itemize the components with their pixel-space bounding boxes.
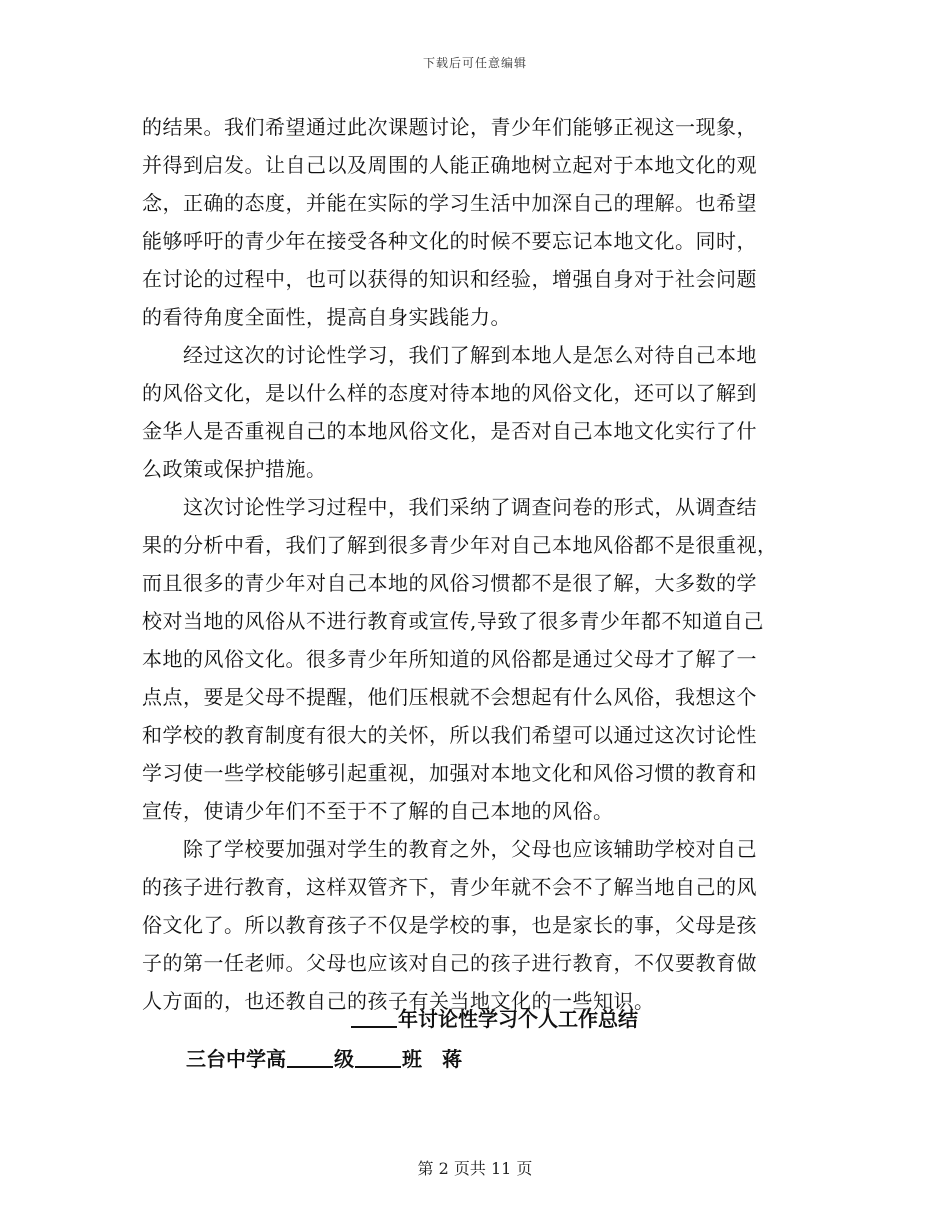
text-line: 能够呼吁的青少年在接受各种文化的时候不要忘记本地文化。同时， <box>142 229 757 253</box>
body-text <box>142 108 808 1020</box>
text-line: 金华人是否重视自己的本地风俗文化，是否对自己本地文化实行了什 <box>142 419 757 443</box>
text-line: 点点，要是父母不提醒，他们压根就不会想起有什么风俗，我想这个 <box>142 685 757 709</box>
page-header: 下载后可任意编辑 <box>422 56 527 70</box>
document-title <box>350 1000 638 1038</box>
text-line: 么政策或保护措施。 <box>142 457 327 481</box>
text-line: 的风俗文化，是以什么样的态度对待本地的风俗文化，还可以了解到 <box>142 381 757 405</box>
text-line: 本地的风俗文化。很多青少年所知道的风俗都是通过父母才了解了一 <box>142 647 757 671</box>
text-line: 宣传，使请少年们不至于不了解的自己本地的风俗。 <box>142 799 614 823</box>
text-line: 果的分析中看，我们了解到很多青少年对自己本地风俗都不是很重视， <box>142 533 778 557</box>
text-line: 俗文化了。所以教育孩子不仅是学校的事，也是家长的事，父母是孩 <box>142 913 757 937</box>
text-line: 除了学校要加强对学生的教育之外，父母也应该辅助学校对自己 <box>142 837 757 861</box>
text-line: 而且很多的青少年对自己本地的风俗习惯都不是很了解，大多数的学 <box>142 571 757 595</box>
text-line: 经过这次的讨论性学习，我们了解到本地人是怎么对待自己本地 <box>142 343 757 367</box>
text-line: 这次讨论性学习过程中，我们采纳了调查问卷的形式，从调查结 <box>142 495 757 519</box>
class-blank <box>355 1042 401 1068</box>
class-label: 班 <box>402 1047 422 1071</box>
year-blank <box>351 1002 397 1028</box>
text-line: 和学校的教育制度有很大的关怀，所以我们希望可以通过这次讨论性 <box>142 723 757 747</box>
text-line: 的结果。我们希望通过此次课题讨论，青少年们能够正视这一现象， <box>142 115 757 139</box>
page-footer: 第 2 页共 11 页 <box>417 1159 533 1178</box>
text-line: 在讨论的过程中，也可以获得的知识和经验，增强自身对于社会问题 <box>142 267 757 291</box>
text-line: 子的第一任老师。父母也应该对自己的孩子进行教育，不仅要教育做 <box>142 951 757 975</box>
author-name: 蒋 <box>442 1047 462 1071</box>
author-line <box>186 1040 462 1078</box>
grade-label: 级 <box>334 1047 354 1071</box>
text-line: 念，正确的态度，并能在实际的学习生活中加深自己的理解。也希望 <box>142 191 757 215</box>
text-line: 校对当地的风俗从不进行教育或宣传,导致了很多青少年都不知道自己 <box>142 609 764 633</box>
text-line: 的看待角度全面性，提高自身实践能力。 <box>142 305 511 329</box>
text-line: 并得到启发。让自己以及周围的人能正确地树立起对于本地文化的观 <box>142 153 757 177</box>
text-line: 的孩子进行教育，这样双管齐下，青少年就不会不了解当地自己的风 <box>142 875 757 899</box>
text-line: 人方面的，也还教自己的孩子有关当地文化的一些知识。 <box>142 989 655 1013</box>
title-text: 年讨论性学习个人工作总结 <box>398 1007 638 1031</box>
school-name: 三台中学高 <box>186 1047 286 1071</box>
grade-blank <box>287 1042 333 1068</box>
text-line: 学习使一些学校能够引起重视，加强对本地文化和风俗习惯的教育和 <box>142 761 757 785</box>
